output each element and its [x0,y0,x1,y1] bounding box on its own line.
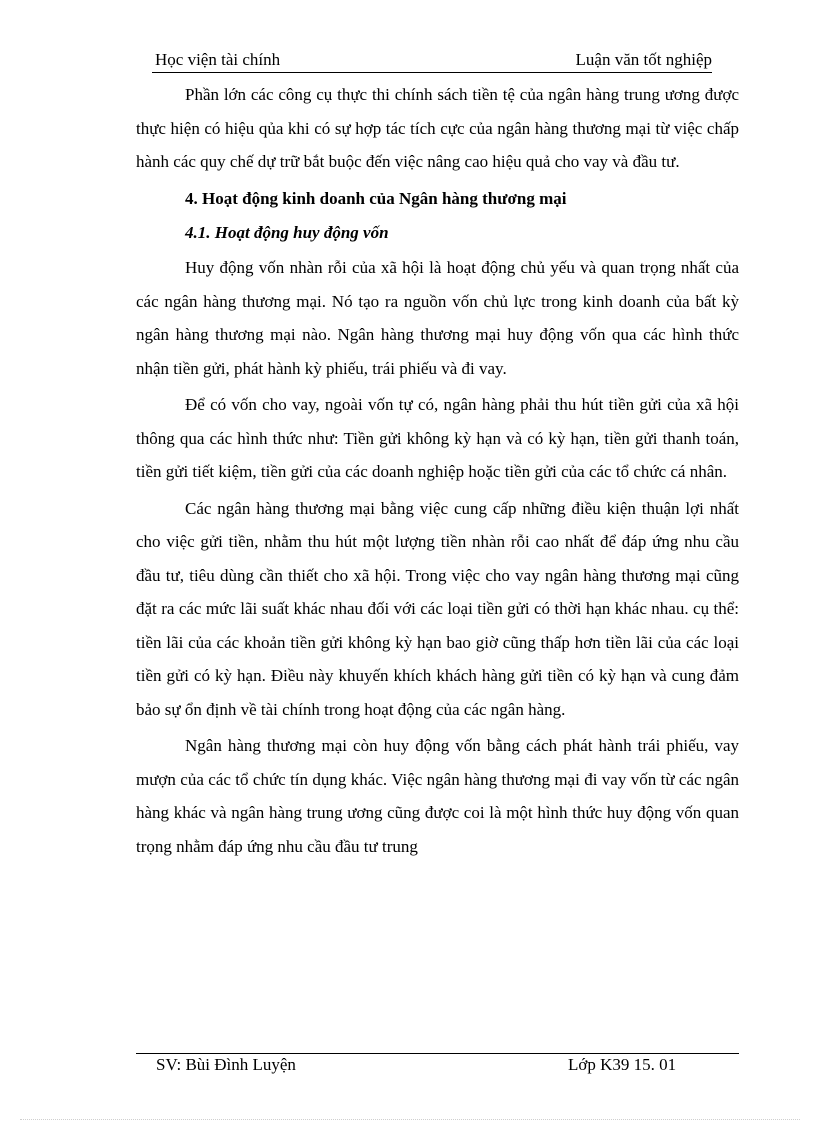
header-doc-type: Luận văn tốt nghiệp [575,50,712,69]
section-heading-4: 4. Hoạt động kinh doanh của Ngân hàng thương mại [185,188,567,208]
paragraph-1: Huy động vốn nhàn rỗi của xã hội là hoạt động chủ yếu và quan trọng nhất của các ngân hàng thương mại. Nó tạo ra nguồn vốn chủ lực trong kinh doanh của bất kỳ ngân hàng thương mại nào. Ngân hàng thương mại huy động vốn qua các hình thức nhận tiền gửi, phát hành kỳ phiếu, trái phiếu và đi vay. [136,258,739,378]
paragraph-2: Để có vốn cho vay, ngoài vốn tự có, ngân hàng phải thu hút tiền gửi của xã hội thông qua các hình thức như: Tiền gửi không kỳ hạn và có kỳ hạn, tiền gửi thanh toán, tiền gửi tiết kiệm, tiền gửi của các doanh nghiệp hoặc tiền gửi của các tổ chức cá nhân. [136,395,739,481]
header-institution: Học viện tài chính [155,50,281,69]
paragraph-4: Ngân hàng thương mại còn huy động vốn bằng cách phát hành trái phiếu, vay mượn của các tổ chức tín dụng khác. Việc ngân hàng thương mại đi vay vốn từ các ngân hàng khác và ngân hàng trung ương cũng được coi là một hình thức huy động vốn quan trọng nhằm đáp ứng nhu cầu đầu tư trung [136,736,739,856]
paragraph-intro: Phần lớn các công cụ thực thi chính sách tiền tệ của ngân hàng trung ương được thực hiện có hiệu qủa khi có sự hợp tác tích cực của ngân hàng thương mại từ việc chấp hành các quy chế dự trữ bắt buộc đến việc nâng cao hiệu quả cho vay và đầu tư. [136,85,739,171]
footer-student-name: SV: Bùi Đình Luyện [156,1055,296,1074]
document-body [136,78,739,866]
footer-divider [136,1053,739,1054]
section-heading-4-1: 4.1. Hoạt động huy động vốn [185,223,389,242]
footer-class: Lớp K39 15. 01 [568,1055,677,1074]
paragraph-3: Các ngân hàng thương mại bằng việc cung cấp những điều kiện thuận lợi nhất cho việc gửi tiền, nhằm thu hút một lượng tiền nhàn rỗi cao nhất để đáp ứng nhu cầu đầu tư, tiêu dùng cần thiết cho xã hội. Trong việc cho vay ngân hàng thương mại cũng đặt ra các mức lãi suất khác nhau đối với các loại tiền gửi có thời hạn khác nhau. cụ thể: tiền lãi của các khoản tiền gửi không kỳ hạn bao giờ cũng thấp hơn tiền lãi của các loại tiền gửi có kỳ hạn. Điều này khuyến khích khách hàng gửi tiền có kỳ hạn và cung đảm bảo sự ổn định về tài chính trong hoạt động của các ngân hàng. [136,498,739,719]
page-bottom-edge [20,1119,800,1120]
page-header [152,48,712,73]
